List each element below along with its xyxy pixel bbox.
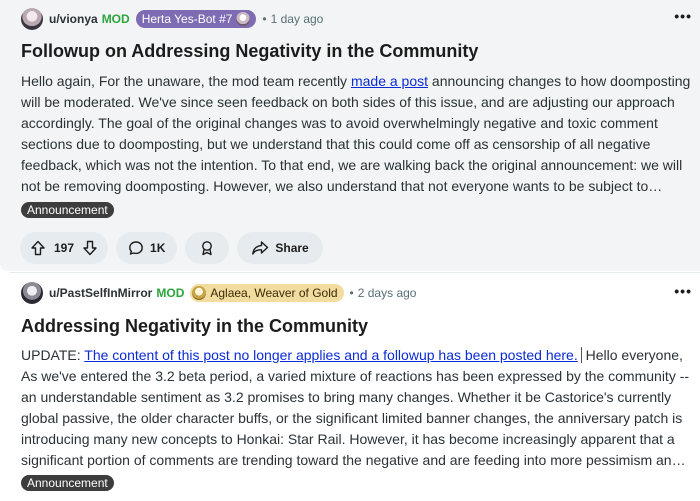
flair-emoji-icon <box>236 12 250 26</box>
share-icon <box>251 240 269 256</box>
separator-dot: • <box>349 286 354 300</box>
body-link[interactable]: The content of this post no longer applies and a followup has been posted here. <box>84 347 581 363</box>
user-flair-label: Aglaea, Weaver of Gold <box>210 286 338 300</box>
flair-emoji-icon <box>192 286 206 300</box>
flair-tag[interactable]: Announcement <box>21 475 114 491</box>
downvote-icon[interactable] <box>82 240 98 256</box>
post-card[interactable] <box>0 278 700 501</box>
post-time: 2 days ago <box>357 286 417 300</box>
post-time: 1 day ago <box>270 12 324 26</box>
author-link[interactable]: u/PastSelfInMirror <box>49 286 153 300</box>
more-options-icon[interactable]: ••• <box>674 8 692 24</box>
post-divider <box>10 272 700 273</box>
comments-button[interactable] <box>116 232 177 264</box>
body-text-end: Hello everyone, As we've entered the 3.2 beta period, a varied mixture of reactions has been expressed by the community -- an understandable sentiment as 3.2 promises to bring many changes. Whether it be Castorice's currently global passive, the older character buffs, or the significant limited banner changes, the anniversary patch is introducing many new concepts to Honkai: Star Rail. However, it has become increasingly apparent that a significant portion of comments are trending toward the negative and are feeding into more pessimism an… <box>21 347 690 468</box>
award-button[interactable] <box>185 232 229 264</box>
award-icon <box>199 240 215 256</box>
user-flair <box>136 10 257 28</box>
body-text-start: Hello again, For the unaware, the mod team recently <box>21 73 351 89</box>
body-text-start: UPDATE: <box>21 347 85 363</box>
upvote-icon[interactable] <box>30 240 46 256</box>
post-meta <box>21 282 416 304</box>
post-body <box>21 345 693 471</box>
post-title[interactable]: Followup on Addressing Negativity in the Community <box>21 41 479 61</box>
author-link[interactable]: u/vionya <box>49 12 98 26</box>
vote-count: 197 <box>54 241 75 255</box>
share-label: Share <box>275 241 309 255</box>
share-button[interactable] <box>237 232 322 264</box>
separator-dot: • <box>262 12 267 26</box>
mod-badge: MOD <box>101 12 130 26</box>
body-link[interactable]: made a post <box>350 73 429 89</box>
post-title[interactable]: Addressing Negativity in the Community <box>21 316 369 336</box>
avatar[interactable] <box>21 282 43 304</box>
user-flair-label: Herta Yes-Bot #7 <box>141 12 233 26</box>
more-options-icon[interactable]: ••• <box>674 283 692 299</box>
flair-tag[interactable]: Announcement <box>21 202 114 218</box>
avatar[interactable] <box>21 8 43 30</box>
body-text-end: announcing changes to how doomposting will be moderated. We've since seen feedback on both sides of this issue, and are adjusting our approach accordingly. The goal of the original changes was to avoid overwhelmingly negative and toxic comment sections due to doomposting, but we understand that this could come off as censorship of all negative feedback, which was not the intention. To that end, we are walking back the original announcement: we will not be removing doomposting. However, we also understand that not everyone wants to be subject to… <box>21 73 691 194</box>
comment-count: 1K <box>150 241 166 255</box>
vote-control <box>20 232 108 264</box>
comment-icon <box>128 240 144 256</box>
mod-badge: MOD <box>156 286 185 300</box>
action-bar <box>20 232 323 264</box>
post-meta <box>21 8 323 30</box>
post-body <box>21 71 693 197</box>
user-flair <box>190 284 343 302</box>
